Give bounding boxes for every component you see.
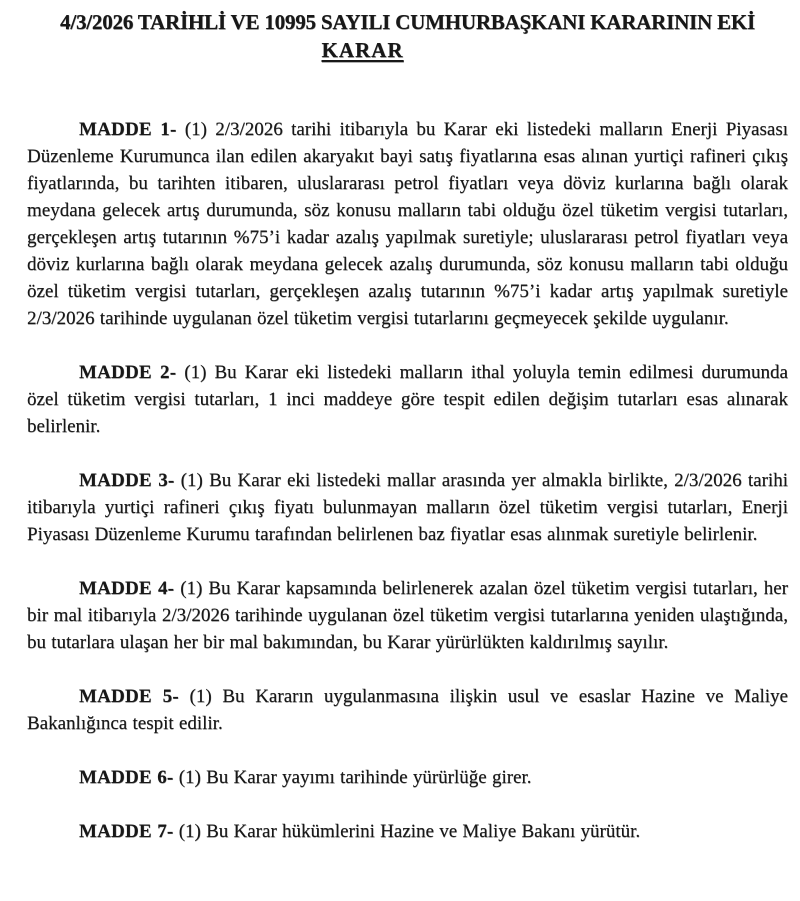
- article-3-text: (1) Bu Karar eki listedeki mallar arasında yer almakla birlikte, 2/3/2026 tarihi itibarıyla yurtiçi rafineri çıkış fiyatı bulunmayan malların özel tüketim vergisi tutarları, Enerji Piyasası Düzenleme Kurumu tarafından belirlenen baz fiyatlar esas alınmak suretiyle belirlenir.: [27, 470, 788, 545]
- article-madde-1: [27, 116, 788, 332]
- article-2-text: (1) Bu Karar eki listedeki malların ithal yoluyla temin edilmesi durumunda özel tüketim vergisi tutarları, 1 inci maddeye göre tespit edilen değişim tutarları esas alınarak belirlenir.: [27, 362, 788, 437]
- document-header: [27, 8, 788, 64]
- article-4-label: MADDE 4-: [79, 578, 175, 599]
- article-6-text: (1) Bu Karar yayımı tarihinde yürürlüğe girer.: [173, 767, 532, 788]
- document-subtitle: KARAR: [321, 38, 404, 62]
- article-madde-7: [27, 818, 788, 845]
- article-3-label: MADDE 3-: [79, 470, 175, 491]
- article-2-label: MADDE 2-: [79, 362, 177, 383]
- article-madde-4: [27, 575, 788, 656]
- article-1-label: MADDE 1-: [79, 119, 177, 140]
- article-4-text: (1) Bu Karar kapsamında belirlenerek azalan özel tüketim vergisi tutarları, her bir mal itibarıyla 2/3/2026 tarihinde uygulanan özel tüketim vergisi tutarlarına yeniden ulaştığında, bu tutarlara ulaşan her bir mal bakımından, bu Karar yürürlükten kaldırılmış sayılır.: [27, 578, 788, 653]
- article-7-label: MADDE 7-: [79, 821, 174, 842]
- document-subtitle-row: [27, 36, 788, 64]
- article-7-text: (1) Bu Karar hükümlerini Hazine ve Maliye Bakanı yürütür.: [173, 821, 641, 842]
- article-madde-2: [27, 359, 788, 440]
- article-madde-6: [27, 764, 788, 791]
- article-5-text: (1) Bu Kararın uygulanmasına ilişkin usul ve esaslar Hazine ve Maliye Bakanlığınca tespit edilir.: [27, 686, 788, 734]
- article-5-label: MADDE 5-: [79, 686, 179, 707]
- article-6-label: MADDE 6-: [79, 767, 174, 788]
- document-title: 4/3/2026 TARİHLİ VE 10995 SAYILI CUMHURBAŞKANI KARARININ EKİ: [60, 10, 755, 34]
- article-madde-5: [27, 683, 788, 737]
- article-1-text: (1) 2/3/2026 tarihi itibarıyla bu Karar eki listedeki malların Enerji Piyasası Düzenleme Kurumunca ilan edilen akaryakıt bayi satış fiyatlarına esas alınan yurtiçi rafineri çıkış fiyatlarında, bu tarihten itibaren, uluslararası petrol fiyatları veya döviz kurlarına bağlı olarak meydana gelecek artış durumunda, söz konusu malların tabi olduğu özel tüketim vergisi tutarları, gerçekleşen artış tutarının %75’i kadar azalış yapılmak suretiyle; uluslararası petrol fiyatları veya döviz kurlarına bağlı olarak meydana gelecek azalış durumunda, söz konusu malların tabi olduğu özel tüketim vergisi tutarları, gerçekleşen azalış tutarının %75’i kadar artış yapılmak suretiyle 2/3/2026 tarihinde uygulanan özel tüketim vergisi tutarlarını geçmeyecek şekilde uygulanır.: [27, 119, 788, 329]
- article-madde-3: [27, 467, 788, 548]
